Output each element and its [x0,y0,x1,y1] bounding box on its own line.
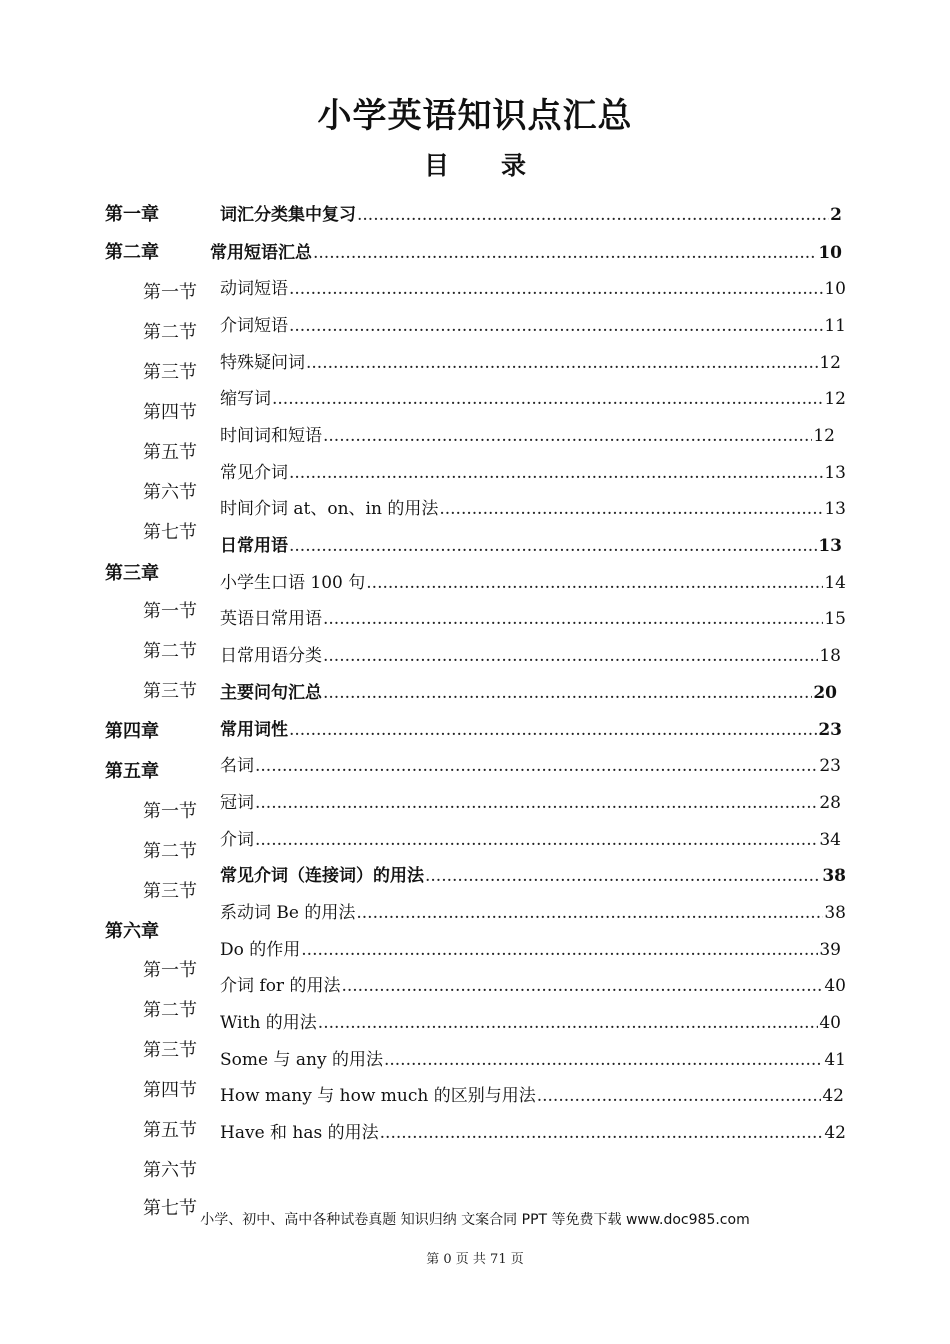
toc-entry[interactable] [220,424,835,448]
leader-dots [384,1048,823,1072]
section-label: 第三节 [143,1040,197,1061]
toc-heading-left: 目 [423,151,449,180]
toc-entry[interactable] [220,534,842,558]
toc-entry-title: 介词 for 的用法 [220,976,341,996]
leader-dots [289,314,823,338]
section-label: 第六节 [143,1160,197,1181]
leader-dots [323,424,812,448]
toc-entry[interactable] [220,387,846,411]
toc-entry[interactable] [220,644,841,668]
toc-entry-title: Some 与 any 的用法 [220,1050,383,1070]
toc-entry-page: 23 [818,720,842,740]
section-label: 第四节 [143,1080,197,1101]
section-label: 第二节 [143,641,197,662]
toc-entry-page: 2 [830,205,842,225]
toc-entry[interactable] [220,1084,844,1108]
toc-entry-title: How many 与 how much 的区别与用法 [220,1086,536,1106]
section-label: 第五节 [143,442,197,463]
toc-entry-page: 20 [813,683,837,703]
leader-dots [255,791,818,815]
toc-entry[interactable] [220,938,841,962]
leader-dots [439,497,823,521]
leader-dots [537,1084,822,1108]
toc-entry-page: 10 [824,279,846,299]
toc-entry-page: 12 [824,389,846,409]
section-label: 第一节 [143,282,197,303]
toc-entry-page: 12 [819,353,841,373]
toc-entry[interactable] [220,461,846,485]
toc-entry-title: 特殊疑问词 [220,353,305,373]
section-label: 第四节 [143,402,197,423]
toc-entry-page: 15 [824,609,846,629]
toc-entry[interactable] [220,571,846,595]
toc-entry[interactable] [220,864,846,888]
toc-entry[interactable] [220,901,846,925]
toc-entry-page: 39 [819,940,841,960]
toc-entry[interactable] [210,241,842,265]
toc-entry-page: 10 [818,243,842,263]
toc-entry-page: 23 [819,756,841,776]
toc-entry-title: 缩写词 [220,389,271,409]
toc-entry-title: 常用词性 [220,720,288,740]
leader-dots [357,203,829,227]
leader-dots [323,681,812,705]
toc-entry[interactable] [220,497,846,521]
chapter-label: 第四章 [105,721,159,742]
chapter-label: 第一章 [105,204,159,225]
section-label: 第六节 [143,482,197,503]
leader-dots [289,461,823,485]
toc-entry-page: 13 [824,499,846,519]
toc-heading-right: 录 [501,151,527,180]
leader-dots [289,718,817,742]
toc-entry[interactable] [220,681,837,705]
toc-entry-title: 日常用语 [220,536,288,556]
leader-dots [323,607,823,631]
leader-dots [313,241,817,265]
toc-entry[interactable] [220,1121,846,1145]
toc-entry[interactable] [220,277,846,301]
section-label: 第一节 [143,801,197,822]
chapter-label: 第六章 [105,921,159,942]
toc-entry-page: 28 [819,793,841,813]
toc-entry-title: 系动词 Be 的用法 [220,903,356,923]
toc-entry-title: 动词短语 [220,279,288,299]
leader-dots [255,828,818,852]
leader-dots [341,974,823,998]
toc-entry-title: With 的用法 [220,1013,317,1033]
toc-entry-title: 词汇分类集中复习 [220,205,356,225]
toc-entry-page: 14 [824,573,846,593]
toc-entry-page: 13 [818,536,842,556]
leader-dots [272,387,823,411]
leader-dots [366,571,823,595]
section-label: 第七节 [143,522,197,543]
section-label: 第一节 [143,601,197,622]
toc-entry[interactable] [220,1048,846,1072]
toc-entry-title: Do 的作用 [220,940,301,960]
chapter-label: 第二章 [105,242,159,263]
toc-entry[interactable] [220,791,841,815]
toc-entry-title: 名词 [220,756,254,776]
toc-entry-title: 时间词和短语 [220,426,322,446]
toc-entry-title: Have 和 has 的用法 [220,1123,379,1143]
section-label: 第五节 [143,1120,197,1141]
toc-entry-title: 介词 [220,830,254,850]
leader-dots [323,644,818,668]
toc-entry-title: 常用短语汇总 [210,243,312,263]
section-label: 第二节 [143,841,197,862]
section-label: 第三节 [143,362,197,383]
leader-dots [318,1011,819,1035]
toc-entry-page: 18 [819,646,841,666]
toc-entry-title: 介词短语 [220,316,288,336]
section-label: 第七节 [143,1198,197,1219]
toc-entry[interactable] [220,828,841,852]
toc-entry[interactable] [220,607,846,631]
toc-entry-page: 40 [819,1013,841,1033]
toc-entry[interactable] [220,351,841,375]
toc-entry-page: 42 [822,1086,844,1106]
page-number: 第 0 页 共 71 页 [426,1252,524,1267]
leader-dots [356,901,823,925]
section-label: 第三节 [143,681,197,702]
toc-entry-page: 42 [824,1123,846,1143]
leader-dots [289,534,817,558]
toc-entry-page: 11 [824,316,846,336]
toc-entry-page: 34 [819,830,841,850]
section-label: 第二节 [143,322,197,343]
document-title: 小学英语知识点汇总 [317,96,633,136]
toc-entry-title: 常见介词 [220,463,288,483]
toc-entry-title: 小学生口语 100 句 [220,573,366,593]
section-label: 第三节 [143,881,197,902]
toc-entry-title: 英语日常用语 [220,609,322,629]
toc-entry[interactable] [220,754,841,778]
toc-entry-page: 40 [824,976,846,996]
footer-promo-text: 小学、初中、高中各种试卷真题 知识归纳 文案合同 PPT 等免费下载 www.doc985.com [200,1212,750,1228]
toc-entry[interactable] [220,1011,841,1035]
toc-entry[interactable] [220,203,842,227]
toc-entry[interactable] [220,974,846,998]
toc-entry-page: 12 [813,426,835,446]
section-label: 第一节 [143,960,197,981]
toc-entry-title: 常见介词（连接词）的用法 [220,866,424,886]
leader-dots [306,351,818,375]
toc-entry-page: 13 [824,463,846,483]
leader-dots [380,1121,824,1145]
toc-entry-page: 38 [824,903,846,923]
leader-dots [425,864,821,888]
toc-entry-title: 主要问句汇总 [220,683,322,703]
toc-entry-page: 38 [822,866,846,886]
leader-dots [255,754,818,778]
toc-entry[interactable] [220,314,846,338]
toc-entry[interactable] [220,718,842,742]
leader-dots [301,938,818,962]
section-label: 第二节 [143,1000,197,1021]
toc-entry-page: 41 [824,1050,846,1070]
toc-entry-title: 日常用语分类 [220,646,322,666]
toc-entry-title: 冠词 [220,793,254,813]
chapter-label: 第三章 [105,563,159,584]
toc-entry-title: 时间介词 at、on、in 的用法 [220,499,439,519]
chapter-label: 第五章 [105,761,159,782]
leader-dots [289,277,823,301]
toc-heading [0,146,950,182]
